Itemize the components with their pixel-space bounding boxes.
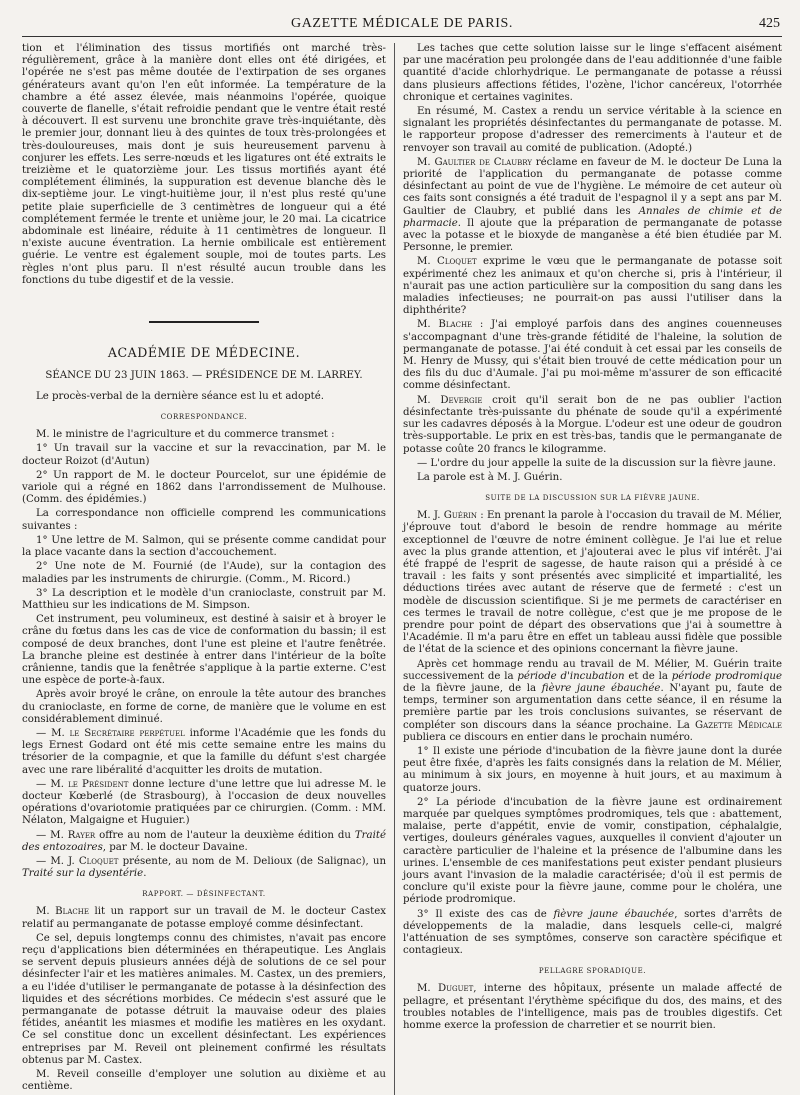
paragraph-text: réclame en faveur de M. le docteur De Luna la priorité de l'application du permanganate de potasse comme désinfectant au point de vue de l'hygiène. Le mémoire de cet auteur où ces faits sont consignés a été traduit de l'espagnol il y a sept ans par M. Gaultier de Claubry, et publié dans les xyxy=(403,156,782,217)
speaker-name: — M. J. Cloquet xyxy=(36,855,119,867)
book-title: Traité des entozoaires xyxy=(22,829,386,853)
paragraph: 1° Il existe une période d'incubation de la fièvre jaune dont la durée peut être fixée, d'après les faits consignés dans la relation de M. Mélier, au minimum à six jours, en moyenne à huit jours, et au maximum à quatorze jours. xyxy=(403,745,782,794)
speaker-name: M. Devergie xyxy=(417,394,483,406)
speaker-name: — M. le Président xyxy=(36,778,129,790)
paragraph-text: donne lecture d'une lettre que lui adresse M. le docteur Kœberlé (de Strasbourg), à l'occasion de deux nouvelles opérations d'ovariotomie pratiquées par ce chirurgien. (Comm. : MM. Nélaton, Malgaigne et Huguier.) xyxy=(22,778,386,827)
page-number: 425 xyxy=(759,16,780,31)
speaker-name: M. Blache xyxy=(417,319,473,331)
speaker-name: M. J. Guérin xyxy=(417,510,478,522)
columns xyxy=(22,43,782,1095)
paragraph: M. le ministre de l'agriculture et du commerce transmet : xyxy=(36,429,335,441)
subsection-title: RAPPORT. — DÉSINFECTANT. xyxy=(142,890,266,899)
paragraph xyxy=(403,395,782,456)
speaker-name: M. Duguet xyxy=(417,983,474,995)
paragraph: Cet instrument, peu volumineux, est destiné à saisir et à broyer le crâne du fœtus dans les cas de vice de conformation du bassin; il est composé de deux branches, dont l'une est pleine et l'autre fenêtrée. La branche pleine est destinée à entrer dans l'intérieur de la boîte crânienne, tandis que la fenêtrée s'applique à la partie externe. C'est une espèce de porte-à-faux. xyxy=(22,614,386,687)
emphasis: période d'incubation xyxy=(517,670,625,682)
paragraph-text: . xyxy=(143,868,147,880)
paragraph: 1° Un travail sur la vaccine et sur la revaccination, par M. le docteur Roizot (d'Autun) xyxy=(22,443,386,467)
journal-name: Gazette Médicale xyxy=(695,719,782,731)
paragraph: — L'ordre du jour appelle la suite de la discussion sur la fièvre jaune. xyxy=(417,457,776,469)
paragraph xyxy=(22,856,386,880)
journal-name: Annales de chimie et de pharmacie xyxy=(403,205,783,229)
section-title: ACADÉMIE DE MÉDECINE. xyxy=(107,345,301,361)
paragraph-text: croit qu'il serait bon de ne pas oublier l'action désinfectante très-puissante du phénate de soude qu'il a expérimenté sur les cadavres déposés à la Morgue. L'odeur est une odeur de goudron très-supportable. Le prix en est très-bas, tandis que le permanganate de potasse coûte 20 francs le kilogramme. xyxy=(403,394,782,455)
paragraph: Le procès-verbal de la dernière séance est lu et adopté. xyxy=(36,391,324,403)
left-column xyxy=(22,43,394,1095)
subsection-title: PELLAGRE SPORADIQUE. xyxy=(538,967,647,976)
subsection-title: CORRESPONDANCE. xyxy=(160,413,248,422)
paragraph: M. Reveil conseille d'employer une solution au dixième et au centième. xyxy=(22,1069,386,1093)
emphasis: période prodromique xyxy=(671,670,782,682)
paragraph xyxy=(22,728,386,777)
paragraph xyxy=(403,659,782,744)
paragraph-text: Après cet hommage rendu au travail de M. Mélier, M. Guérin traite successivement de la xyxy=(403,658,782,682)
paragraph-text: présente, au nom de M. Delioux (de Salignac), un xyxy=(118,855,387,867)
paragraph xyxy=(403,983,782,1032)
paragraph-text: publiera ce discours en entier dans le prochain numéro. xyxy=(403,731,693,743)
page-header xyxy=(22,10,782,37)
paragraph xyxy=(22,906,386,930)
paragraph-text: et de la xyxy=(624,670,672,682)
paragraph: tion et l'élimination des tissus mortifiés ont marché très-régulièrement, grâce à la manière dont elles ont été dirigées, et l'opérée ne s'est pas même doutée de l'extirpation de ses organes générateurs avant qu'on l'en eût informée. La température de la chambre a été assez élevée, mais néanmoins l'opérée, quoique couverte de flanelle, s'était refroidie pendant que le ventre était resté à découvert. Il est survenu une bronchite grave très-inquiétante, dès le premier jour, donnant lieu à des quintes de toux très-prolongées et très-douloureuses, mais dont je suis heureusement parvenu à conjurer les effets. Les serre-nœuds et les ligatures ont été extraits le treizième et le quatorzième jour. Les tissus mortifiés ayant été complétement éliminés, la suppuration est devenue blanche dès le dix-septième jour. Le vingt-huitième jour, il n'est plus resté qu'une petite plaie superficielle de 3 centimètres de longueur qui a été complétement fermée le trente et unième jour, le 20 mai. La cicatrice abdominale est linéaire, réduite à 11 centimètres de longueur. Il n'existe aucune éventration. La hernie ombilicale est entièrement guérie. Le ventre est également souple, moi de toutes parts. Les règles n'ont plus paru. Il n'est résulté aucun trouble dans les fonctions du tube digestif et de la vessie. xyxy=(22,43,386,286)
speaker-name: — M. Rayer xyxy=(36,829,96,841)
paragraph-text: : J'ai employé parfois dans des angines couenneuses s'accompagnant d'une très-grande fétidité de l'haleine, la solution de permanganate de potasse. J'ai été conduit à cet essai par les conseils de M. Henry de Mussy, qui s'était bien trouvé de cette médication pour un des fils du duc d'Aumale. J'ai pu moi-même m'assurer de son efficacité comme désinfectant. xyxy=(403,319,782,392)
emphasis: fièvre jaune ébauchée xyxy=(553,908,675,920)
paragraph: La correspondance non officielle comprend les communications suivantes : xyxy=(22,508,386,532)
paragraph-text: : En prenant la parole à l'occasion du travail de M. Mélier, j'éprouve tout d'abord le besoin de rendre hommage au mérite exceptionnel de l'œuvre de notre éminent collègue. Je l'ai lue et relue avec la plus grande attention, et j'ajouterai avec le plus vif intérêt. J'ai été frappé de l'esprit de sagesse, de haute raison qui a présidé à ce travail : les faits y sont présentés avec simplicité et impartialité, les déductions tirées avec autant de réserve que de fermeté : c'est un modèle de discussion scientifique. Si je me permets de caractériser en ces termes le travail de notre collègue, c'est que je me propose de le prendre pour point de départ des observations que j'ai à soumettre à l'Académie. Il m'a paru être en effet un tableau aussi fidèle que possible de l'état de la science et des opinions concernant la fièvre jaune. xyxy=(403,510,782,656)
paragraph: La parole est à M. J. Guérin. xyxy=(417,471,563,483)
paragraph: En résumé, M. Castex a rendu un service véritable à la science en signalant les propriétés désinfectantes du permanganate de potasse. M. le rapporteur propose d'adresser des remerciments à l'auteur et de renvoyer son travail au comité de publication. (Adopté.) xyxy=(403,106,782,154)
paragraph-text: , sortes d'arrêts de développements de la maladie, dans lesquels celle-ci, malgré l'atténuation de ses symptômes, conserve son caractère spécifique et contagieux. xyxy=(403,908,782,957)
speaker-name: — M. le Secrétaire perpétuel xyxy=(36,727,185,739)
paragraph: 2° Une note de M. Fournié (de l'Aude), sur la contagion des maladies par les instruments de chirurgie. (Comm., M. Ricord.) xyxy=(22,561,386,585)
paragraph xyxy=(403,510,782,656)
paragraph xyxy=(22,830,386,854)
paragraph-text: offre au nom de l'auteur la deuxième édition du xyxy=(95,829,355,841)
paragraph-text: 3° Il existe des cas de xyxy=(417,908,554,920)
book-title: Traité sur la dysentérie xyxy=(22,868,144,880)
paragraph xyxy=(22,779,386,828)
paragraph-text: . Il ajoute que la préparation de permanganate de potasse avec la potasse et le bioxyde de manganèse a été bien étudiée par M. Personne, le premier. xyxy=(403,217,782,254)
right-column xyxy=(394,43,782,1095)
paragraph-text: de la fièvre jaune, de la xyxy=(403,682,542,694)
paragraph-text: , interne des hôpitaux, présente un malade affecté de pellagre, et présentant l'érythème spécifique du dos, des mains, et des troubles notables de l'intelligence, mais pas de troubles digestifs. Cet homme exerce la profession de charretier et se nourrit bien. xyxy=(403,983,782,1032)
paragraph-text: , par M. le docteur Davaine. xyxy=(102,841,248,853)
paragraph xyxy=(403,319,782,392)
paragraph: Ce sel, depuis longtemps connu des chimistes, n'avait pas encore reçu d'applications bien déterminées en thérapeutique. Les Anglais se servent depuis plusieurs années déjà de solutions de ce sel pour désinfecter l'air et les matières animales. M. Castex, un des premiers, a eu l'idée d'utiliser le permanganate de potasse à la désinfection des liquides et des sécrétions morbides. Ce médecin s'est assuré que le permanganate de potasse détruit la mauvaise odeur des plaies fétides, anéantit les miasmes et modifie les matières en les oxydant. Ce sel constitue donc un excellent désinfectant. Les expériences entreprises par M. Reveil ont pleinement confirmé les résultats obtenus par M. Castex. xyxy=(22,932,386,1066)
paragraph: 3° La description et le modèle d'un cranioclaste, construit par M. Matthieu sur les indications de M. Simpson. xyxy=(22,587,386,611)
section-divider xyxy=(149,321,259,323)
speaker-name: M. Gaultier de Claubry xyxy=(417,156,532,168)
paragraph: 2° Un rapport de M. le docteur Pourcelot, sur une épidémie de variole qui a régné en 1862 dans l'arrondissement de Mulhouse. (Comm. des épidémies.) xyxy=(22,469,386,506)
seance-heading: SÉANCE DU 23 JUIN 1863. — PRÉSIDENCE DE M. LARREY. xyxy=(45,370,363,382)
speaker-name: M. Cloquet xyxy=(417,256,477,268)
subsection-title: SUITE DE LA DISCUSSION SUR LA FIÈVRE JAUNE. xyxy=(485,494,700,503)
paragraph-text: exprime le vœu que le permanganate de potasse soit expérimenté chez les animaux et qu'on cherche si, pris à l'intérieur, il n'aurait pas une action particulière sur la composition du sang dans les maladies infectieuses; ne pourrait-on pas aussi l'utiliser dans la diphthérite? xyxy=(403,256,782,317)
paragraph-text: lit un rapport sur un travail de M. le docteur Castex relatif au permanganate de potasse employé comme désinfectant. xyxy=(22,906,386,930)
paragraph xyxy=(403,909,782,958)
paragraph: 2° La période d'incubation de la fièvre jaune est ordinairement marquée par quelques symptômes prodromiques, tels que : abattement, malaise, perte d'appétit, envie de vomir, constipation, céphalalgie, vertiges, douleurs générales vagues, auxquelles il convient d'ajouter un caractère particulier de l'haleine et la présence de l'albumine dans les urines. L'ensemble de ces manifestations peut exister pendant plusieurs jours avant l'invasion de la maladie caractérisée; d'où il est permis de conclure qu'il existe pour la fièvre jaune, comme pour le choléra, une période prodromique. xyxy=(403,796,782,906)
paragraph xyxy=(403,157,782,255)
paragraph: Les taches que cette solution laisse sur le linge s'effacent aisément par une macération peu prolongée dans de l'eau additionnée d'une faible quantité d'acide chlorhydrique. Le permanganate de potasse a réussi dans plusieurs affections fétides, l'ozène, l'ichor cancéreux, l'otorrhée chronique et certaines vaginites. xyxy=(403,43,782,103)
emphasis: fièvre jaune ébauchée xyxy=(541,682,661,694)
paragraph-text: informe l'Académie que les fonds du legs Ernest Godard ont été mis cette semaine entre les mains du trésorier de la compagnie, et que la famille du défunt s'est chargée avec une rare libéralité d'acquitter les droits de mutation. xyxy=(22,727,386,776)
paragraph xyxy=(403,256,782,317)
paragraph: 1° Une lettre de M. Salmon, qui se présente comme candidat pour la place vacante dans la section d'accouchement. xyxy=(22,534,386,559)
speaker-name: M. Blache xyxy=(36,906,89,918)
paragraph-text: . N'ayant pu, faute de temps, terminer son argumentation dans cette séance, il en résume la première partie par les trois conclusions suivantes, se réservant de compléter son discours dans la séance prochaine. La xyxy=(403,682,782,731)
paragraph: Après avoir broyé le crâne, on enroule la tête autour des branches du cranioclaste, en forme de corne, de manière que le volume en est considérablement diminué. xyxy=(22,689,386,725)
journal-title: GAZETTE MÉDICALE DE PARIS. xyxy=(291,16,513,31)
